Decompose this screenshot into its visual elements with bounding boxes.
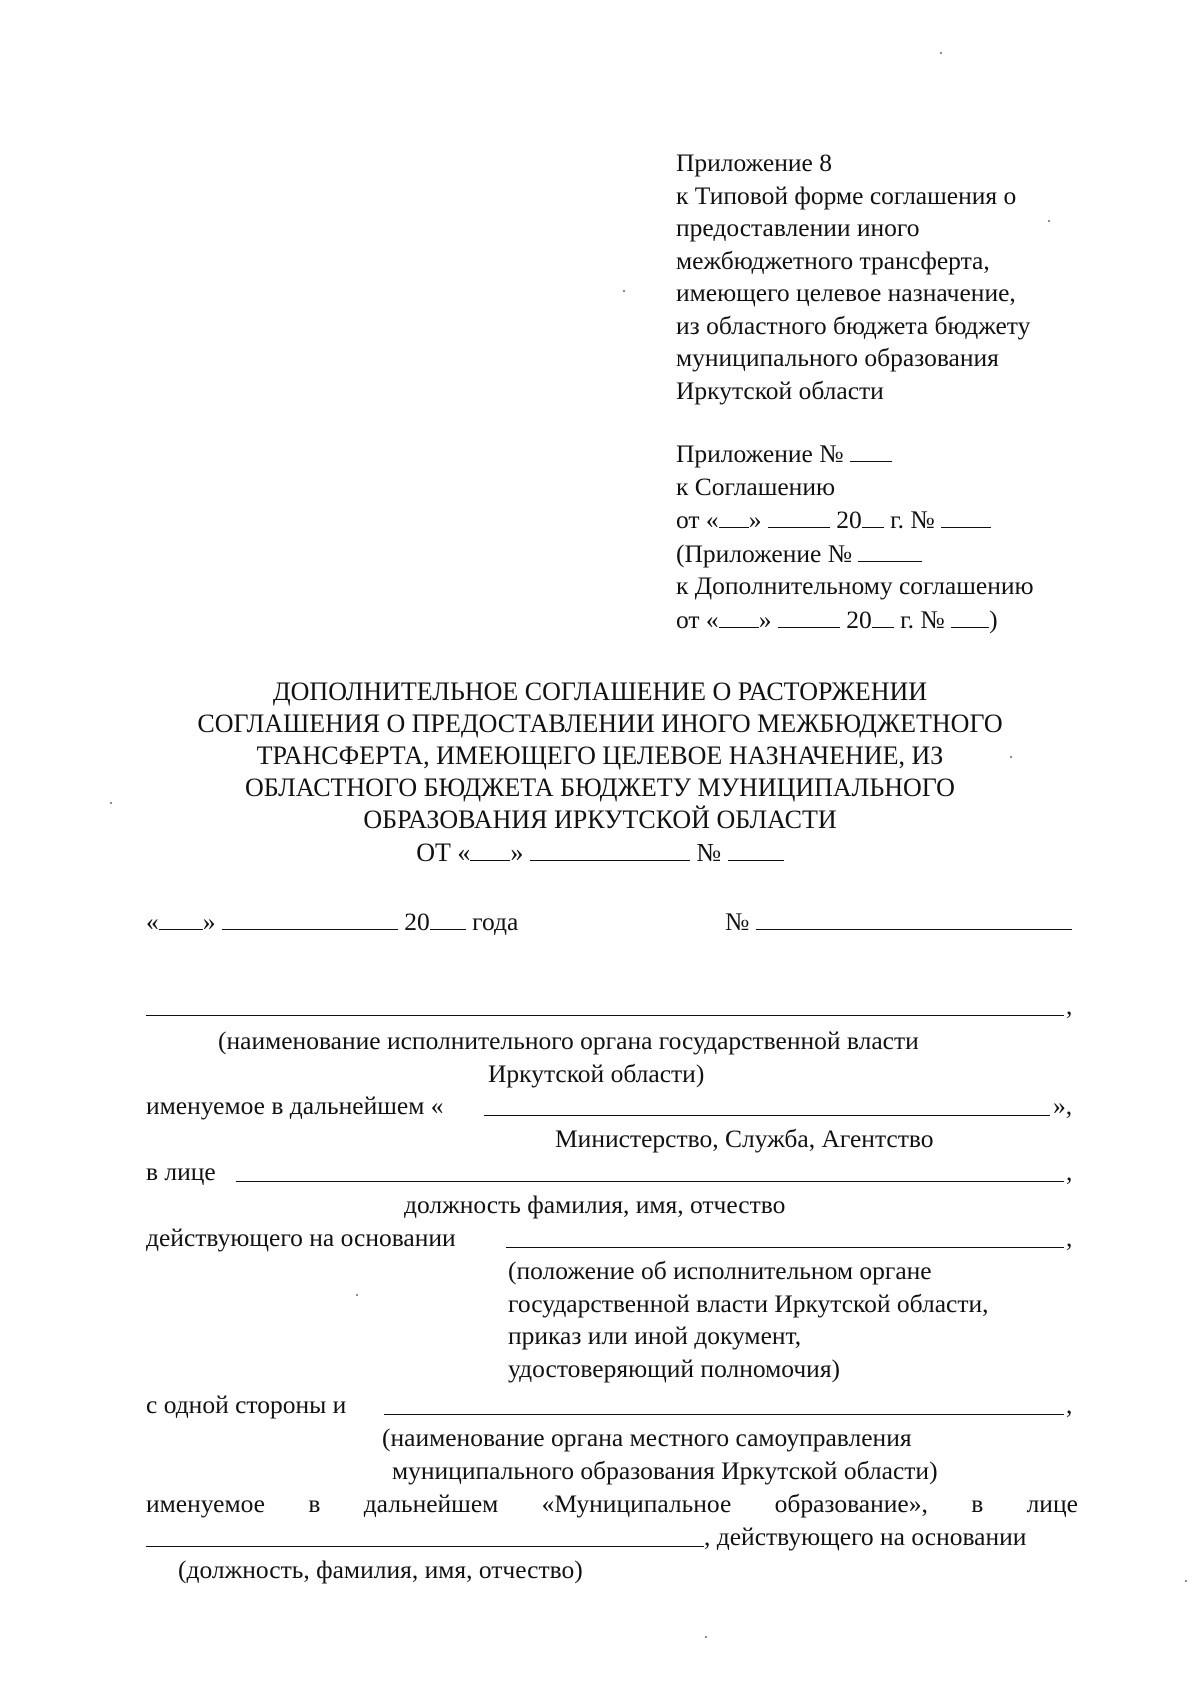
blank-field[interactable] <box>159 905 203 930</box>
acting-on-label: действующего на основании <box>146 1223 456 1252</box>
blank-field[interactable] <box>951 603 989 628</box>
date-row: « » 20 года <box>146 907 519 936</box>
in-person-label: в лице <box>146 1157 216 1186</box>
comma: , <box>1066 1223 1073 1252</box>
blank-field[interactable] <box>872 603 894 628</box>
ref-to-additional-agreement: к Дополнительному соглашению <box>676 571 1034 600</box>
local-authority-line[interactable] <box>384 1414 1064 1415</box>
appendix-line: межбюджетного трансферта, <box>676 245 990 275</box>
comma: , <box>1066 1157 1073 1186</box>
appendix-line: Иркутской области <box>676 375 884 405</box>
caption-local: (наименование органа местного самоуправления <box>382 1423 912 1452</box>
blank-field[interactable] <box>768 503 830 528</box>
title-line: СОГЛАШЕНИЯ О ПРЕДОСТАВЛЕНИИ ИНОГО МЕЖБЮДЖЕТНОГО <box>197 709 1003 738</box>
caption-basis: (положение об исполнительном органе государственной власти Иркутской области, приказ или иной документ, удостоверяющий полномочия) <box>508 1256 989 1383</box>
blank-field[interactable] <box>430 905 466 930</box>
ref-to-agreement: к Соглашению <box>676 471 836 501</box>
basis-document-line[interactable] <box>506 1247 1064 1248</box>
ref-appendix-number: Приложение № <box>676 437 1034 471</box>
appendix-line: к Типовой форме соглашения о <box>676 180 1017 210</box>
title-line: ОБРАЗОВАНИЯ ИРКУТСКОЙ ОБЛАСТИ <box>363 805 837 834</box>
appendix-line: муниципального образования <box>676 343 999 372</box>
referred-close: », <box>1053 1091 1073 1120</box>
acting-on-label-2: , действующего на основании <box>704 1522 1027 1551</box>
title-line: ОБЛАСТНОГО БЮДЖЕТА БЮДЖЕТУ МУНИЦИПАЛЬНОГО <box>245 773 955 802</box>
caption-person: (должность, фамилия, имя, отчество) <box>178 1555 583 1584</box>
municipal-line: именуемое в дальнейшем «Муниципальное образование», в лице <box>146 1489 1078 1518</box>
referred-as-label: именуемое в дальнейшем « <box>146 1091 444 1120</box>
blank-field[interactable] <box>719 503 749 528</box>
caption-authority: Иркутской области) <box>488 1059 705 1088</box>
blank-field[interactable] <box>756 905 1072 930</box>
document-title <box>0 676 1200 869</box>
caption-authority: (наименование исполнительного органа государственной власти <box>218 1026 919 1055</box>
title-line: ТРАНСФЕРТА, ИМЕЮЩЕГО ЦЕЛЕВОЕ НАЗНАЧЕНИЕ, ИЗ <box>256 741 944 770</box>
caption-ministry: Министерство, Служба, Агентство <box>555 1124 934 1153</box>
appendix-line: предоставлении иного <box>676 213 920 242</box>
blank-field[interactable] <box>850 437 892 462</box>
ministry-name-line[interactable] <box>484 1115 1050 1116</box>
ref-additional-agreement-date: от « » 20 г. № ) <box>676 604 998 634</box>
blank-field[interactable] <box>728 836 784 861</box>
position-name-line[interactable] <box>236 1181 1064 1182</box>
comma: , <box>1066 1390 1073 1419</box>
appendix-line: Приложение 8 <box>676 148 832 177</box>
scan-speck <box>356 1294 358 1296</box>
agreement-reference <box>676 437 1034 636</box>
blank-field[interactable] <box>778 603 840 628</box>
blank-field[interactable] <box>862 503 884 528</box>
scan-speck <box>1048 220 1050 222</box>
official-name-line[interactable] <box>146 1546 704 1547</box>
blank-field[interactable] <box>858 537 922 562</box>
appendix-line: из областного бюджета бюджету <box>676 310 1031 340</box>
comma: , <box>1066 991 1073 1020</box>
one-side-label: с одной стороны и <box>146 1390 347 1419</box>
blank-field[interactable] <box>470 836 510 861</box>
caption-local: муниципального образования Иркутской области) <box>392 1456 938 1485</box>
scan-speck <box>623 290 625 292</box>
ref-additional-appendix-number: (Приложение № <box>676 537 1034 571</box>
appendix-line: имеющего целевое назначение, <box>676 278 1016 307</box>
scan-speck <box>705 1636 707 1638</box>
authority-name-line[interactable] <box>146 1015 1064 1016</box>
title-from-line: ОТ « » № <box>0 836 1200 869</box>
number-row: № <box>725 905 1072 939</box>
caption-position: должность фамилия, имя, отчество <box>404 1190 786 1219</box>
title-line: ДОПОЛНИТЕЛЬНОЕ СОГЛАШЕНИЕ О РАСТОРЖЕНИИ <box>272 677 928 706</box>
blank-field[interactable] <box>941 503 991 528</box>
appendix-block <box>676 147 1030 407</box>
blank-field[interactable] <box>222 905 398 930</box>
scan-speck <box>940 52 942 54</box>
ref-agreement-date: от « » 20 г. № <box>676 503 1034 537</box>
blank-field[interactable] <box>530 836 690 861</box>
blank-field[interactable] <box>719 603 759 628</box>
scan-speck <box>1010 756 1012 758</box>
scan-speck <box>110 802 112 804</box>
scan-speck <box>1185 1580 1187 1582</box>
